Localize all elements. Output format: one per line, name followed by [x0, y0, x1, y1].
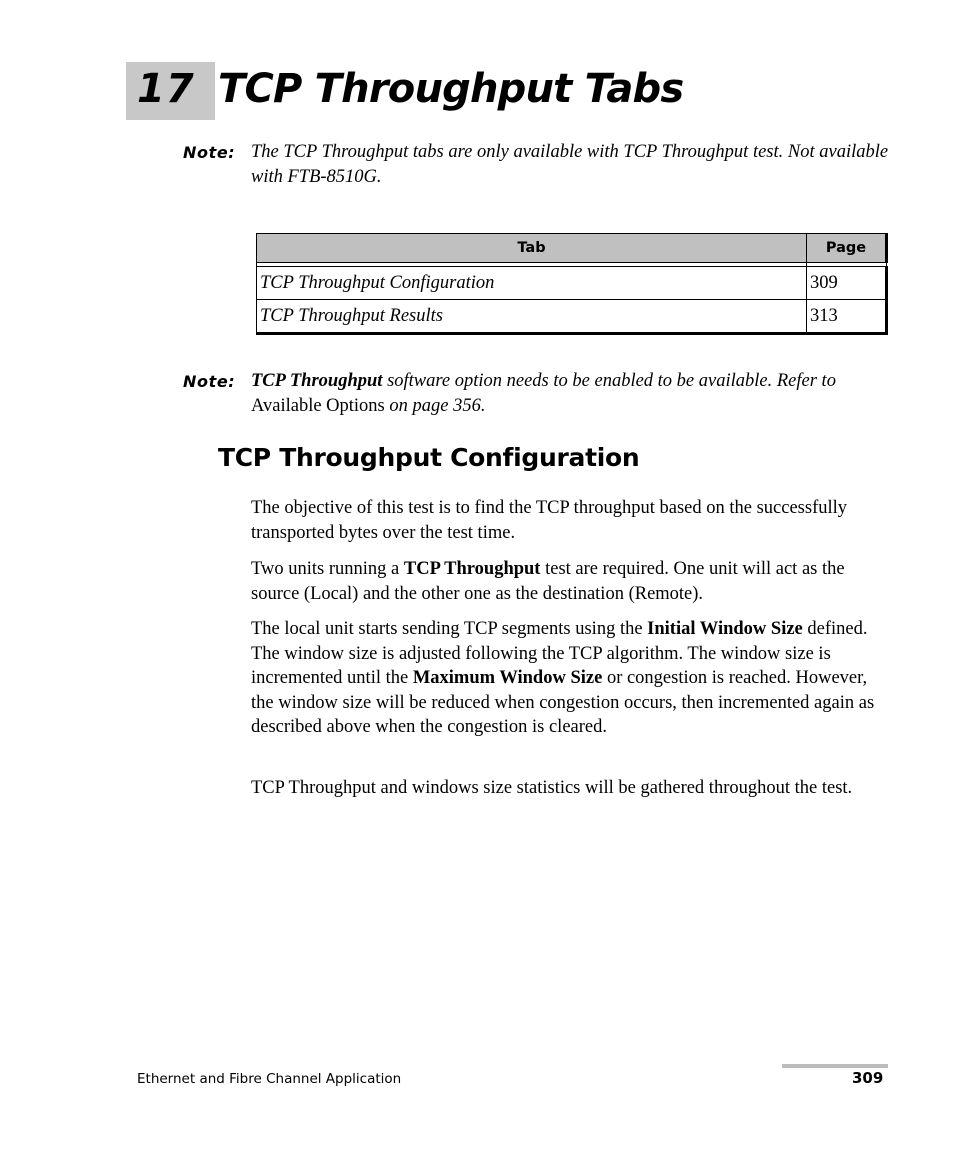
footer-rule: [782, 1064, 888, 1068]
cross-reference-link[interactable]: Available Options: [251, 395, 385, 416]
table-header-row: [257, 234, 887, 263]
footer-title: Ethernet and Fibre Channel Application: [137, 1071, 402, 1087]
section-heading: TCP Throughput Configuration: [218, 443, 640, 472]
paragraph: The local unit starts sending TCP segments using the Initial Window Size defined. The window size is adjusted following the TCP algorithm. The window size is incremented until the Maximum Window Size or congestion is reached. However, the window size will be reduced when congestion occurs, then incremented again as described above when the congestion is cleared.: [251, 619, 875, 737]
table-header-tab: Tab: [257, 234, 807, 263]
table-cell-page: 313: [807, 300, 887, 334]
note-text: TCP Throughput software option needs to be enabled to be available. Refer to Available Options on page 356.: [251, 371, 836, 416]
note-bold-term: TCP Throughput: [251, 371, 383, 391]
tabs-table: [256, 233, 888, 335]
table-header-page: Page: [807, 234, 887, 263]
table-cell-page: 309: [807, 267, 887, 300]
paragraph: The objective of this test is to find the TCP throughput based on the successfully transported bytes over the test time.: [251, 498, 848, 543]
note-label: Note:: [183, 372, 236, 391]
table-cell-tab: TCP Throughput Results: [257, 300, 807, 334]
table-row: [257, 267, 887, 300]
table-cell-tab: TCP Throughput Configuration: [257, 267, 807, 300]
footer-page-number: 309: [852, 1069, 884, 1087]
paragraph: Two units running a TCP Throughput test are required. One unit will act as the source (Local) and the other one as the destination (Remote).: [251, 559, 845, 604]
chapter-number: 17: [137, 66, 195, 112]
chapter-title: TCP Throughput Tabs: [218, 66, 684, 112]
paragraph: TCP Throughput and windows size statistics will be gathered throughout the test.: [251, 778, 853, 798]
note-text: The TCP Throughput tabs are only available with TCP Throughput test. Not available with FTB-8510G.: [251, 142, 889, 187]
table-row: [257, 300, 887, 334]
note-label: Note:: [183, 143, 236, 162]
